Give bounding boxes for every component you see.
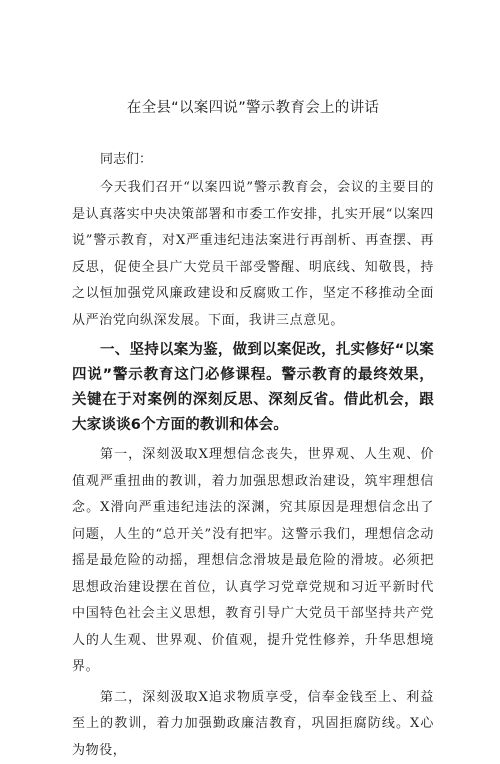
intro-paragraph: 今天我们召开“以案四说”警示教育会，会议的主要目的是认真落实中央决策部署和市委工作安排，扎实开展“以案四说”警示教育，对X严重违纪违法案进行再剖析、再查摆、再反思，促使全县广大党员干部受警醒、明底线、知敬畏，持之以恒加强党风廉政建设和反腐败工作，坚定不移推动全面从严治党向纵深发展。下面，我讲三点意见。: [72, 175, 434, 334]
page-title: 在全县“以案四说”警示教育会上的讲话: [72, 96, 434, 117]
second-point-paragraph: 第二，深刻汲取X追求物质享受，信奉金钱至上、利益至上的教训，着力加强勤政廉洁教育，巩固拒腐防线。X心为物役，: [72, 685, 434, 764]
section-heading-one: 一、坚持以案为鉴，做到以案促改，扎实修好“以案四说”警示教育这门必修课程。警示教育的最终效果，关键在于对案例的深刻反思、深刻反省。借此机会，跟大家谈谈6个方面的教训和体会。: [72, 338, 434, 438]
first-point-paragraph: 第一，深刻汲取X理想信念丧失，世界观、人生观、价值观严重扭曲的教训，着力加强思想政治建设，筑牢理想信念。X滑向严重违纪违法的深渊，究其原因是理想信念出了问题，人生的“总开关”没有把牢。这警示我们，理想信念动摇是最危险的动摇，理想信念滑坡是最危险的滑坡。必须把思想政治建设摆在首位，认真学习党章党规和习近平新时代中国特色社会主义思想，教育引导广大党员干部坚持共产党人的人生观、世界观、价值观，提升党性修养，升华思想境界。: [72, 442, 434, 681]
salutation: 同志们：: [100, 147, 434, 173]
